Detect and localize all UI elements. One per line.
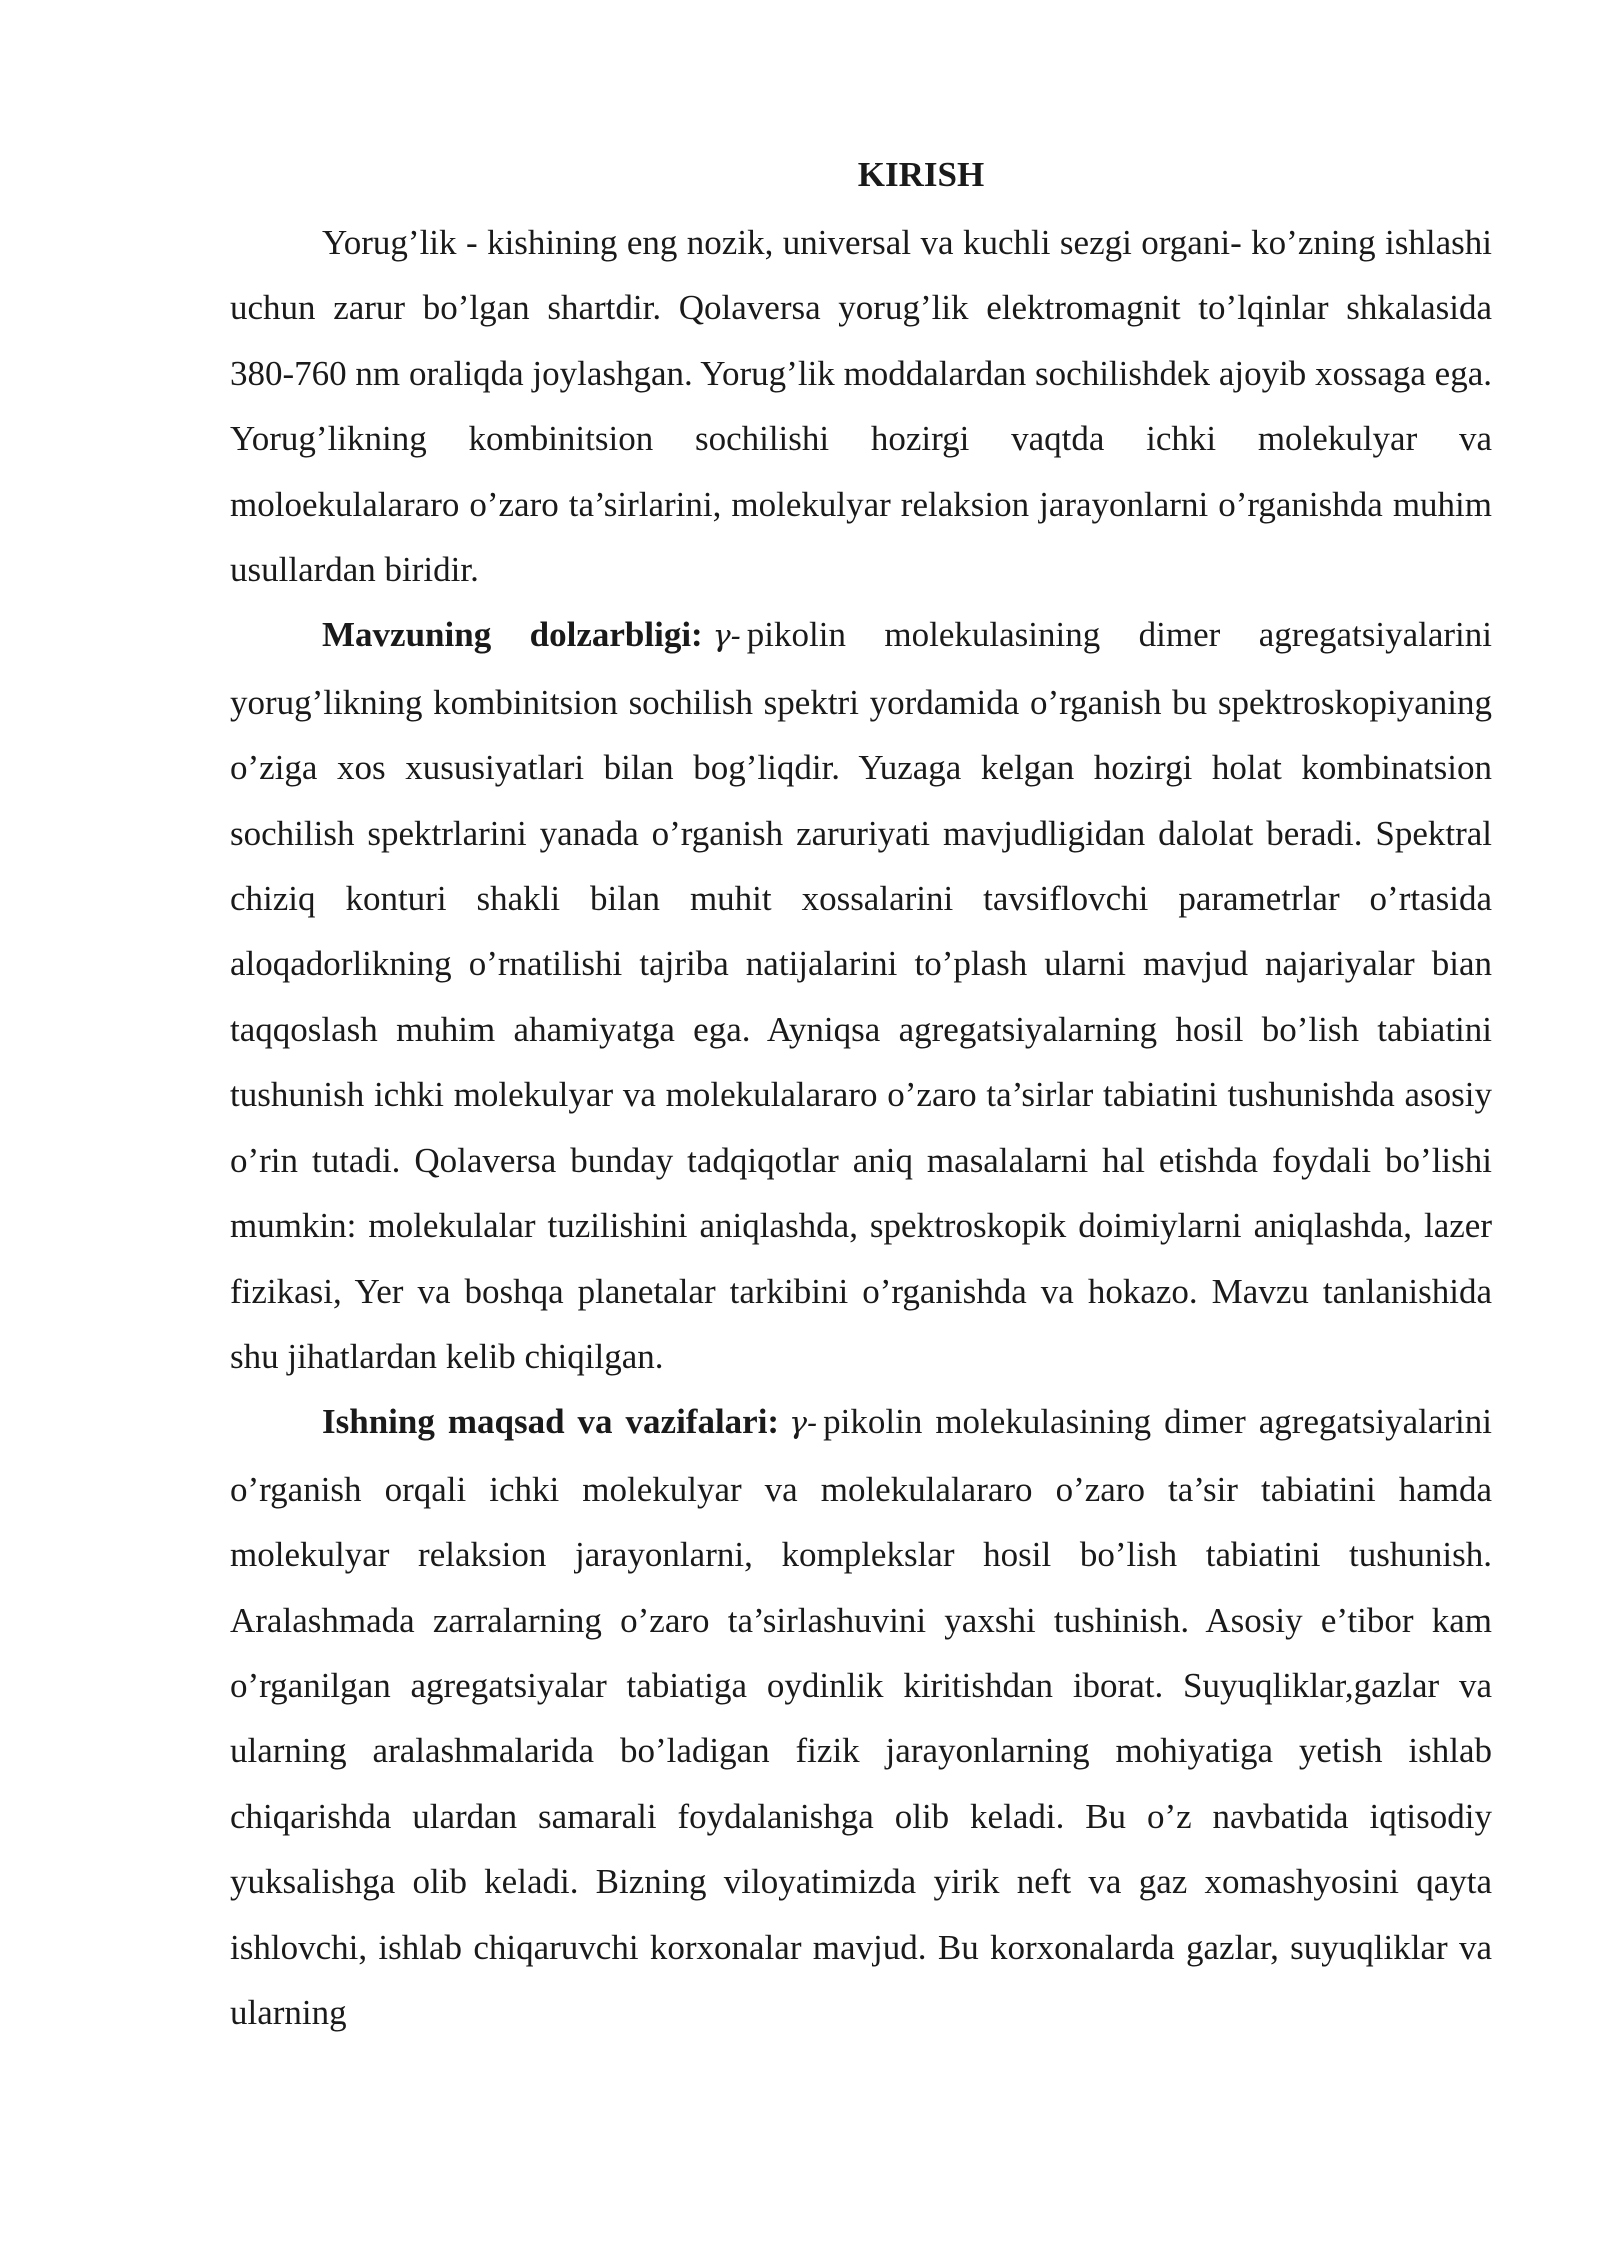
gamma-symbol: γ- [712,619,741,655]
document-page [230,140,1492,2045]
page-title: KIRISH [857,155,985,194]
intro-paragraph: Yorug’lik - kishining eng nozik, universal va kuchli sezgi organi- ko’zning ishlashi uchun zarur bo’lgan shartdir. Qolaversa yorug’lik elektromagnit to’lqinlar shkalasida 380-760 nm oraliqda joylashgan. Yorug’lik moddalardan sochilishdek ajoyib xossaga ega. Yorug’likning kombinitsion sochilishi hozirgi vaqtda ichki molekulyar va moloekulalararo o’zaro ta’sirlarini, molekulyar relaksion jarayonlarni o’rganishda muhim usullardan biridir. [230,223,1492,590]
gamma-symbol: γ- [789,1406,818,1442]
relevance-paragraph [230,602,1492,1389]
relevance-text: pikolin molekulasining dimer agregatsiyalarini yorug’likning kombinitsion sochilish spektri yordamida o’rganish bu spektroskopiyaning o’ziga xos xususiyatlari bilan bog’liqdir. Yuzaga kelgan hozirgi holat kombinatsion sochilish spektrlarini yanada o’rganish zaruriyati mavjudligidan dalolat beradi. Spektral chiziq konturi shakli bilan muhit xossalarini tavsiflovchi parametrlar o’rtasida aloqadorlikning o’rnatilishi tajriba natijalarini to’plash ularni mavjud najariyalar bian taqqoslash muhim ahamiyatga ega. Ayniqsa agregatsiyalarning hosil bo’lish tabiatini tushunish ichki molekulyar va molekulalararo o’zaro ta’sirlar tabiatini tushunishda asosiy o’rin tutadi. Qolaversa bunday tadqiqotlar aniq masalalarni hal etishda foydali bo’lishi mumkin: molekulalar tuzilishini aniqlashda, spektroskopik doimiylarni aniqlashda, lazer fizikasi, Yer va boshqa planetalar tarkibini o’rganishda va hokazo. Mavzu tanlanishida shu jihatlardan kelib chiqilgan. [230,615,1492,1376]
goals-heading: Ishning maqsad va vazifalari: [322,1402,780,1442]
goals-text: pikolin molekulasining dimer agregatsiyalarini o’rganish orqali ichki molekulyar va molekulalararo o’zaro ta’sir tabiatini hamda molekulyar relaksion jarayonlarni, komplekslar hosil bo’lish tabiatini tushunish. Aralashmada zarralarning o’zaro ta’sirlashuvini yaxshi tushinish. Asosiy e’tibor kam o’rganilgan agregatsiyalar tabiatiga oydinlik kiritishdan iborat. Suyuqliklar,gazlar va ularning aralashmalarida bo’ladigan fizik jarayonlarning mohiyatiga yetish ishlab chiqarishda ulardan samarali foydalanishga olib keladi. Bu o’z navbatida iqtisodiy yuksalishga olib keladi. Bizning viloyatimizda yirik neft va gaz xomashyosini qayta ishlovchi, ishlab chiqaruvchi korxonalar mavjud. Bu korxonalarda gazlar, suyuqliklar va ularning [230,1402,1492,2032]
goals-paragraph [230,1389,1492,2045]
relevance-heading: Mavzuning dolzarbligi: [322,615,703,655]
